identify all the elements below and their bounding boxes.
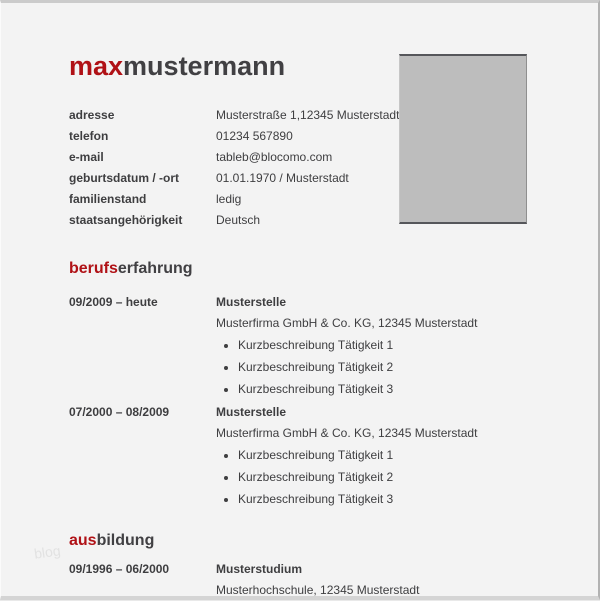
- education-entry: [69, 559, 598, 601]
- section-title: [69, 260, 598, 278]
- entry-period: 07/2000 – 08/2009: [69, 405, 170, 419]
- entry-body: [216, 402, 598, 510]
- entry-subtitle: Musterhochschule, 12345 Musterstadt: [216, 583, 420, 597]
- bullet-item: • Kurzbeschreibung Tätigkeit 3: [238, 378, 598, 400]
- bullet-item: • Kurzbeschreibung Tätigkeit 2: [238, 356, 598, 378]
- info-value: ledig: [216, 191, 242, 206]
- info-label: e-mail: [69, 149, 104, 164]
- last-name: mustermann: [123, 51, 286, 81]
- work-entry: [69, 402, 598, 510]
- info-value: 01234 567890: [216, 128, 293, 143]
- entry-period: 09/2009 – heute: [69, 295, 158, 309]
- info-label: familienstand: [69, 191, 147, 206]
- entry-title: Musterstudium: [216, 562, 303, 576]
- entry-body: [216, 559, 598, 601]
- entry-bullet-list: [216, 444, 598, 510]
- section-title-rest: bildung: [96, 532, 155, 549]
- info-label: adresse: [69, 107, 115, 122]
- work-entry: [69, 292, 598, 400]
- bullet-item: • Kurzbeschreibung Tätigkeit 1: [238, 334, 598, 356]
- bullet-item: • Kurzbeschreibung Tätigkeit 1: [238, 444, 598, 466]
- bullet-item: • Kurzbeschreibung Tätigkeit 3: [238, 488, 598, 510]
- section-title-accent: berufs: [69, 260, 118, 277]
- info-label: geburtsdatum / -ort: [69, 170, 179, 185]
- entry-body: [216, 292, 598, 400]
- info-value: Deutsch: [216, 212, 261, 227]
- entry-bullet-list: [216, 334, 598, 400]
- entry-subtitle: Musterfirma GmbH & Co. KG, 12345 Musterstadt: [216, 426, 478, 440]
- entry-title: Musterstelle: [216, 295, 287, 309]
- entry-subtitle: Musterfirma GmbH & Co. KG, 12345 Musterstadt: [216, 316, 478, 330]
- section-berufserfahrung: [69, 260, 598, 510]
- info-label: telefon: [69, 128, 109, 143]
- entry-period: 09/1996 – 06/2000: [69, 562, 170, 576]
- info-value: Musterstraße 1,12345 Musterstadt: [216, 107, 400, 122]
- first-name: max: [69, 51, 124, 81]
- section-title-accent: aus: [69, 532, 97, 549]
- section-ausbildung: [69, 532, 598, 601]
- info-value: 01.01.1970 / Musterstadt: [216, 170, 349, 185]
- blog-watermark: blog: [33, 542, 62, 562]
- section-title-rest: erfahrung: [117, 260, 193, 277]
- bullet-item: • Kurzbeschreibung Tätigkeit 2: [238, 466, 598, 488]
- info-value: tableb@blocomo.com: [216, 149, 333, 164]
- section-title: [69, 532, 598, 550]
- photo-placeholder: [399, 54, 527, 224]
- info-label: staatsangehörigkeit: [69, 212, 183, 227]
- entry-title: Musterstelle: [216, 405, 287, 419]
